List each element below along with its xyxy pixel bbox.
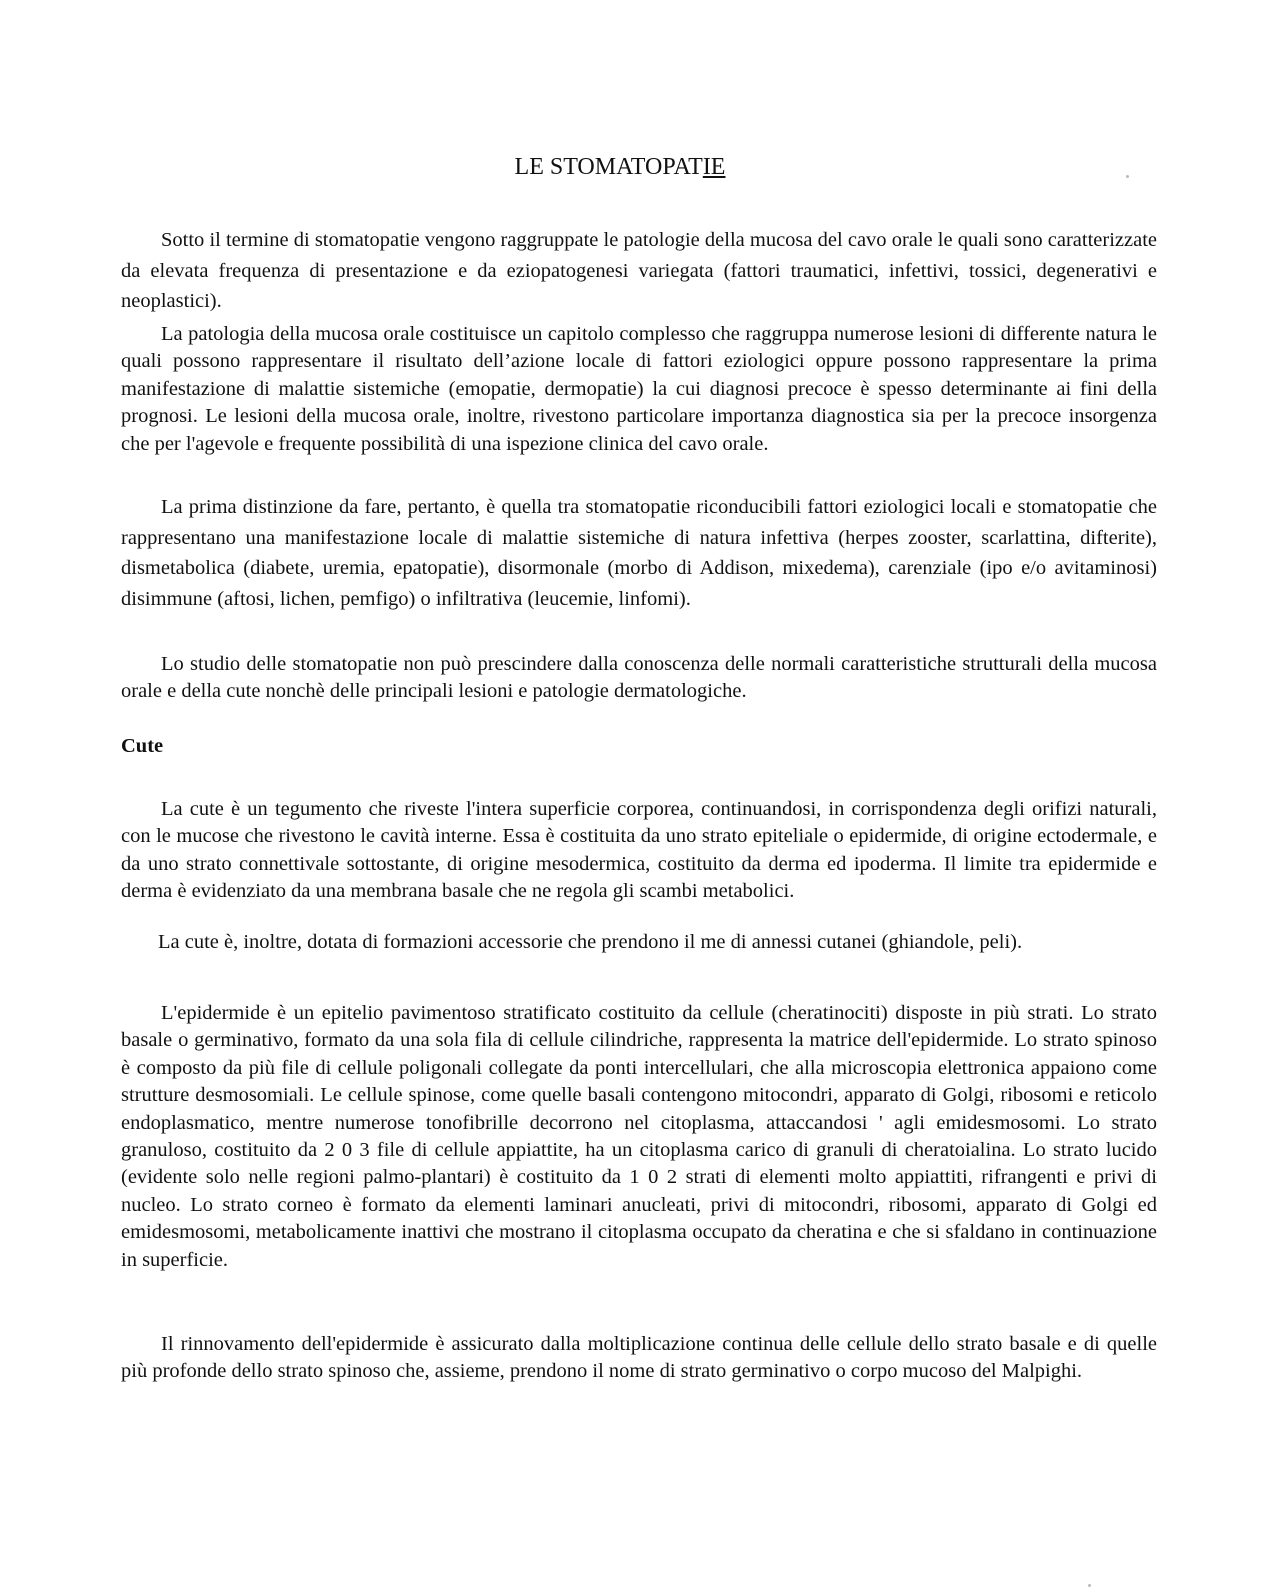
- scan-speck: [1126, 175, 1129, 178]
- scan-speck: [1088, 1584, 1091, 1587]
- intro-paragraph-2: [121, 321, 1157, 458]
- intro-paragraph-4: [121, 651, 1157, 706]
- paragraph: La patologia della mucosa orale costituisce un capitolo complesso che raggruppa numerose lesioni di differente natura le quali possono rappresentare il risultato dell’azione locale di fattori eziologici oppure possono rappresentare la prima manifestazione di malattie sistemiche (emopatie, dermopatie) la cui diagnosi precoce è spesso determinante ai fini della prognosi. Le lesioni della mucosa orale, inoltre, rivestono particolare importanza diagnostica sia per la precoce insorgenza che per l'agevole e frequente possibilità di una ispezione clinica del cavo orale.: [121, 323, 1157, 455]
- paragraph: La cute è, inoltre, dotata di formazioni accessorie che prendono il me di annessi cutanei (ghiandole, peli).: [158, 931, 1023, 953]
- title-text: LE STOMATOPAT: [514, 154, 703, 180]
- intro-paragraph-3: [121, 492, 1157, 614]
- paragraph: L'epidermide è un epitelio pavimentoso stratificato costituito da cellule (cheratinociti) disposte in più strati. Lo strato basale o germinativo, formato da una sola fila di cellule cilindriche, rappresenta la matrice dell'epidermide. Lo strato spinoso è composto da più file di cellule poligonali collegate da ponti intercellulari, che alla microscopia elettronica appaiono come strutture desmosomiali. Le cellule spinose, come quelle basali contengono mitocondri, apparato di Golgi, ribosomi e reticolo endoplasmatico, mentre numerose tonofibrille decorrono nel citoplasma, attaccandosi ' agli emidesmosomi. Lo strato granuloso, costituito da 2 0 3 file di cellule appiattite, ha un citoplasma carico di granuli di cheratoialina. Lo strato lucido (evidente solo nelle regioni palmo-plantari) è costituito da 1 0 2 strati di elementi molto appiattiti, rifrangenti e privi di nucleo. Lo strato corneo è formato da elementi laminari anucleati, privi di mitocondri, ribosomi, apparato di Golgi ed emidesmosomi, metabolicamente inattivi che mostrano il citoplasma occupato da cheratina e che si sfaldano in continuazione in superficie.: [121, 1002, 1157, 1271]
- title-underlined-text: IE: [702, 154, 726, 180]
- cute-paragraph-4: [121, 1331, 1157, 1386]
- cute-paragraph-2: [121, 926, 1157, 958]
- paragraph: La cute è un tegumento che riveste l'intera superficie corporea, continuandosi, in corrispondenza degli orifizi naturali, con le mucose che rivestono le cavità interne. Essa è costituita da uno strato epiteliale o epidermide, di origine ectodermale, e da uno strato connettivale sottostante, di origine mesodermica, costituito da derma ed ipoderma. Il limite tra epidermide e derma è evidenziato da una membrana basale che ne regola gli scambi metabolici.: [121, 798, 1157, 903]
- paragraph: La prima distinzione da fare, pertanto, è quella tra stomatopatie riconducibili fattori eziologici locali e stomatopatie che rappresentano una manifestazione locale di malattie sistemiche di natura infettiva (herpes zooster, scarlattina, difterite), dismetabolica (diabete, uremia, epatopatie), disormonale (morbo di Addison, mixedema), carenziale (ipo e/o avitaminosi) disimmune (aftosi, lichen, pemfigo) o infiltrativa (leucemie, linfomi).: [121, 496, 1157, 610]
- intro-paragraph-1: [121, 225, 1157, 317]
- document-title: [0, 152, 1240, 182]
- paragraph: Lo studio delle stomatopatie non può prescindere dalla conoscenza delle normali caratteristiche strutturali della mucosa orale e della cute nonchè delle principali lesioni e patologie dermatologiche.: [121, 653, 1157, 703]
- paragraph: Sotto il termine di stomatopatie vengono raggruppate le patologie della mucosa del cavo orale le quali sono caratterizzate da elevata frequenza di presentazione e da eziopatogenesi variegata (fattori traumatici, infettivi, tossici, degenerativi e neoplastici).: [121, 229, 1157, 312]
- paragraph: Il rinnovamento dell'epidermide è assicurato dalla moltiplicazione continua delle cellule dello strato basale e di quelle più profonde dello strato spinoso che, assieme, prendono il nome di strato germinativo o corpo mucoso del Malpighi.: [121, 1333, 1157, 1383]
- section-heading: Cute: [121, 735, 164, 757]
- cute-paragraph-1: [121, 796, 1157, 906]
- cute-paragraph-3: [121, 1000, 1157, 1274]
